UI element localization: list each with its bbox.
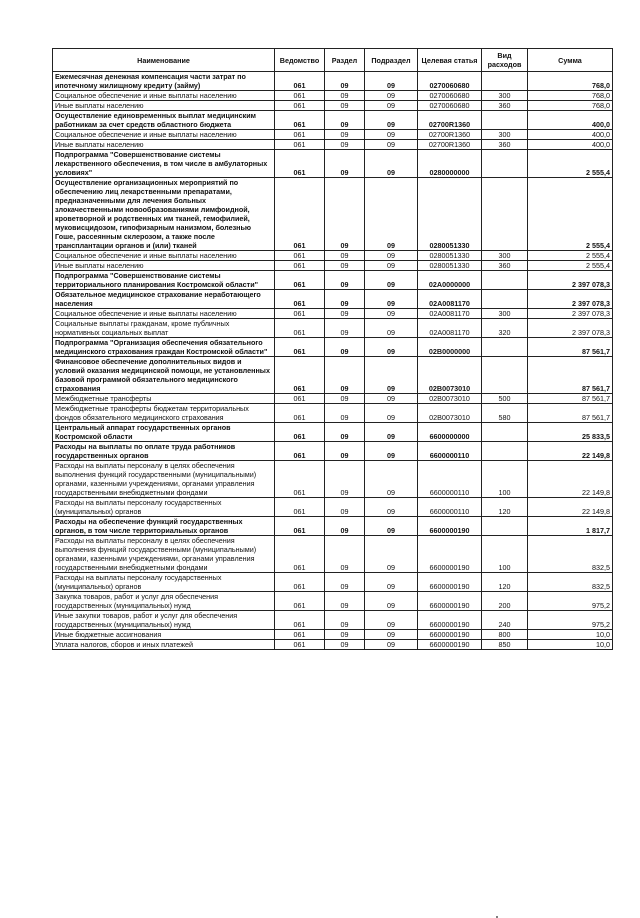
cell-razd: 09: [325, 423, 365, 442]
cell-sum: 400,0: [528, 130, 613, 140]
cell-cs: 6600000190: [418, 536, 482, 573]
cell-razd: 09: [325, 394, 365, 404]
cell-razd: 09: [325, 319, 365, 338]
cell-cs: 02А0081170: [418, 290, 482, 309]
cell-cs: 0270060680: [418, 91, 482, 101]
table-row: [53, 72, 613, 91]
cell-cs: 0270060680: [418, 72, 482, 91]
cell-podr: 09: [365, 404, 418, 423]
table-body: [53, 72, 613, 650]
cell-sum: 768,0: [528, 91, 613, 101]
cell-vr: 300: [482, 251, 528, 261]
cell-cs: 6600000190: [418, 640, 482, 650]
cell-vr: [482, 271, 528, 290]
cell-razd: 09: [325, 461, 365, 498]
cell-name: Социальное обеспечение и иные выплаты населению: [53, 130, 275, 140]
cell-vr: 100: [482, 536, 528, 573]
cell-sum: 87 561,7: [528, 357, 613, 394]
table-row: [53, 461, 613, 498]
cell-podr: 09: [365, 640, 418, 650]
cell-name: Иные бюджетные ассигнования: [53, 630, 275, 640]
cell-ved: 061: [275, 461, 325, 498]
cell-vr: 360: [482, 140, 528, 150]
cell-sum: 2 555,4: [528, 251, 613, 261]
cell-sum: 832,5: [528, 573, 613, 592]
cell-podr: 09: [365, 101, 418, 111]
header-summa: Сумма: [528, 49, 613, 72]
cell-razd: 09: [325, 111, 365, 130]
cell-podr: 09: [365, 91, 418, 101]
table-row: [53, 536, 613, 573]
cell-podr: 09: [365, 573, 418, 592]
cell-name: Межбюджетные трансферты: [53, 394, 275, 404]
cell-podr: 09: [365, 111, 418, 130]
cell-name: Расходы на выплаты персоналу в целях обеспечения выполнения функций государственными (муниципальными) органами, казенными учреждениями, органами управления государственными внебюджетными фондами: [53, 536, 275, 573]
table-row: [53, 271, 613, 290]
cell-vr: 240: [482, 611, 528, 630]
cell-cs: 02700R1360: [418, 111, 482, 130]
cell-name: Осуществление организационных мероприятий по обеспечению лиц лекарственными препаратами, предназначенными для лечения больных злокачественными новообразованиями лимфоидной, кроветворной и родственных им тканей, гемофилией, муковисцидозом, гипофизарным нанизмом, болезнью Гоше, рассеянным склерозом, а также после трансплантации органов и (или) тканей: [53, 178, 275, 251]
cell-razd: 09: [325, 101, 365, 111]
cell-ved: 061: [275, 91, 325, 101]
cell-cs: 0280051330: [418, 261, 482, 271]
cell-name: Подпрограмма "Организация обеспечения обязательного медицинского страхования граждан Костромской области": [53, 338, 275, 357]
cell-podr: 09: [365, 261, 418, 271]
cell-sum: 2 397 078,3: [528, 319, 613, 338]
cell-podr: 09: [365, 611, 418, 630]
table-row: [53, 357, 613, 394]
cell-cs: 02В0073010: [418, 404, 482, 423]
cell-razd: 09: [325, 640, 365, 650]
cell-name: Социальное обеспечение и иные выплаты населению: [53, 309, 275, 319]
cell-ved: 061: [275, 630, 325, 640]
cell-podr: 09: [365, 442, 418, 461]
cell-podr: 09: [365, 357, 418, 394]
cell-sum: 400,0: [528, 111, 613, 130]
budget-table: [52, 48, 613, 650]
cell-vr: 360: [482, 101, 528, 111]
cell-ved: 061: [275, 101, 325, 111]
cell-sum: 10,0: [528, 640, 613, 650]
cell-cs: 0270060680: [418, 101, 482, 111]
cell-podr: 09: [365, 319, 418, 338]
cell-podr: 09: [365, 536, 418, 573]
cell-razd: 09: [325, 72, 365, 91]
cell-cs: 6600000110: [418, 461, 482, 498]
cell-cs: 02В0000000: [418, 338, 482, 357]
cell-cs: 6600000190: [418, 573, 482, 592]
cell-vr: [482, 423, 528, 442]
cell-sum: 25 833,5: [528, 423, 613, 442]
cell-ved: 061: [275, 140, 325, 150]
cell-razd: 09: [325, 309, 365, 319]
cell-vr: [482, 178, 528, 251]
cell-podr: 09: [365, 251, 418, 261]
cell-sum: 2 397 078,3: [528, 309, 613, 319]
cell-cs: 0280000000: [418, 150, 482, 178]
cell-razd: 09: [325, 140, 365, 150]
cell-sum: 2 555,4: [528, 261, 613, 271]
cell-podr: 09: [365, 290, 418, 309]
cell-ved: 061: [275, 611, 325, 630]
table-row: [53, 309, 613, 319]
cell-razd: 09: [325, 261, 365, 271]
cell-cs: 0280051330: [418, 251, 482, 261]
cell-ved: 061: [275, 517, 325, 536]
cell-cs: 6600000190: [418, 630, 482, 640]
cell-ved: 061: [275, 290, 325, 309]
table-row: [53, 423, 613, 442]
table-row: [53, 517, 613, 536]
cell-podr: 09: [365, 271, 418, 290]
cell-vr: 200: [482, 592, 528, 611]
cell-razd: 09: [325, 357, 365, 394]
cell-ved: 061: [275, 536, 325, 573]
table-row: [53, 290, 613, 309]
cell-ved: 061: [275, 178, 325, 251]
table-row: [53, 178, 613, 251]
cell-vr: 100: [482, 461, 528, 498]
cell-name: Иные выплаты населению: [53, 101, 275, 111]
cell-podr: 09: [365, 517, 418, 536]
cell-vr: 320: [482, 319, 528, 338]
cell-podr: 09: [365, 592, 418, 611]
cell-name: Расходы на выплаты персоналу государственных (муниципальных) органов: [53, 498, 275, 517]
cell-razd: 09: [325, 130, 365, 140]
cell-name: Закупка товаров, работ и услуг для обеспечения государственных (муниципальных) нужд: [53, 592, 275, 611]
cell-ved: 061: [275, 261, 325, 271]
table-row: [53, 111, 613, 130]
cell-sum: 975,2: [528, 611, 613, 630]
cell-razd: 09: [325, 611, 365, 630]
cell-razd: 09: [325, 592, 365, 611]
cell-vr: 580: [482, 404, 528, 423]
cell-name: Ежемесячная денежная компенсация части затрат по ипотечному жилищному кредиту (займу): [53, 72, 275, 91]
cell-ved: 061: [275, 338, 325, 357]
cell-sum: 975,2: [528, 592, 613, 611]
cell-name: Межбюджетные трансферты бюджетам территориальных фондов обязательного медицинского страхования: [53, 404, 275, 423]
header-vedomstvo: Ведомство: [275, 49, 325, 72]
cell-sum: 87 561,7: [528, 404, 613, 423]
cell-razd: 09: [325, 91, 365, 101]
cell-name: Расходы на обеспечение функций государственных органов, в том числе территориальных органов: [53, 517, 275, 536]
cell-podr: 09: [365, 309, 418, 319]
cell-vr: 800: [482, 630, 528, 640]
cell-name: Расходы на выплаты персоналу в целях обеспечения выполнения функций государственными (муниципальными) органами, казенными учреждениями, органами управления государственными внебюджетными фондами: [53, 461, 275, 498]
cell-razd: 09: [325, 338, 365, 357]
cell-name: Иные выплаты населению: [53, 140, 275, 150]
cell-sum: 87 561,7: [528, 394, 613, 404]
cell-ved: 061: [275, 442, 325, 461]
cell-name: Социальное обеспечение и иные выплаты населению: [53, 91, 275, 101]
cell-ved: 061: [275, 72, 325, 91]
cell-name: Центральный аппарат государственных органов Костромской области: [53, 423, 275, 442]
cell-podr: 09: [365, 150, 418, 178]
cell-name: Расходы на выплаты персоналу государственных (муниципальных) органов: [53, 573, 275, 592]
cell-name: Подпрограмма "Совершенствование системы лекарственного обеспечения, в том числе в амбулаторных условиях": [53, 150, 275, 178]
header-celevaya-statya: Целевая статья: [418, 49, 482, 72]
cell-razd: 09: [325, 630, 365, 640]
cell-cs: 6600000000: [418, 423, 482, 442]
cell-razd: 09: [325, 271, 365, 290]
cell-ved: 061: [275, 150, 325, 178]
cell-cs: 6600000190: [418, 517, 482, 536]
cell-vr: [482, 442, 528, 461]
cell-sum: 400,0: [528, 140, 613, 150]
cell-podr: 09: [365, 630, 418, 640]
cell-name: Иные выплаты населению: [53, 261, 275, 271]
cell-vr: [482, 290, 528, 309]
cell-vr: [482, 150, 528, 178]
cell-name: Расходы на выплаты по оплате труда работников государственных органов: [53, 442, 275, 461]
cell-razd: 09: [325, 251, 365, 261]
cell-vr: [482, 72, 528, 91]
cell-vr: [482, 357, 528, 394]
table-row: [53, 442, 613, 461]
cell-ved: 061: [275, 111, 325, 130]
cell-sum: 2 555,4: [528, 178, 613, 251]
cell-name: Иные закупки товаров, работ и услуг для обеспечения государственных (муниципальных) нужд: [53, 611, 275, 630]
cell-razd: 09: [325, 442, 365, 461]
cell-podr: 09: [365, 178, 418, 251]
table-row: [53, 573, 613, 592]
cell-vr: 300: [482, 130, 528, 140]
cell-ved: 061: [275, 592, 325, 611]
cell-cs: 6600000190: [418, 611, 482, 630]
cell-podr: 09: [365, 72, 418, 91]
cell-ved: 061: [275, 271, 325, 290]
cell-ved: 061: [275, 319, 325, 338]
header-razdel: Раздел: [325, 49, 365, 72]
cell-podr: 09: [365, 130, 418, 140]
cell-ved: 061: [275, 423, 325, 442]
cell-cs: 6600000110: [418, 442, 482, 461]
cell-sum: 2 397 078,3: [528, 290, 613, 309]
cell-name: Обязательное медицинское страхование неработающего населения: [53, 290, 275, 309]
cell-vr: 120: [482, 573, 528, 592]
cell-podr: 09: [365, 394, 418, 404]
cell-cs: 02700R1360: [418, 140, 482, 150]
cell-name: Осуществление единовременных выплат медицинским работникам за счет средств областного бюджета: [53, 111, 275, 130]
cell-sum: 10,0: [528, 630, 613, 640]
cell-sum: 22 149,8: [528, 498, 613, 517]
table-row: [53, 630, 613, 640]
table-row: [53, 640, 613, 650]
cell-razd: 09: [325, 536, 365, 573]
cell-cs: 02В0073010: [418, 394, 482, 404]
table-row: [53, 130, 613, 140]
cell-razd: 09: [325, 404, 365, 423]
cell-name: Социальное обеспечение и иные выплаты населению: [53, 251, 275, 261]
table-row: [53, 498, 613, 517]
table-row: [53, 338, 613, 357]
document-page: [52, 48, 612, 650]
cell-razd: 09: [325, 290, 365, 309]
cell-cs: 02700R1360: [418, 130, 482, 140]
cell-vr: 500: [482, 394, 528, 404]
cell-vr: [482, 338, 528, 357]
table-row: [53, 140, 613, 150]
table-row: [53, 150, 613, 178]
table-row: [53, 91, 613, 101]
cell-vr: 300: [482, 91, 528, 101]
cell-ved: 061: [275, 498, 325, 517]
cell-cs: 6600000110: [418, 498, 482, 517]
cell-ved: 061: [275, 251, 325, 261]
cell-vr: 360: [482, 261, 528, 271]
cell-razd: 09: [325, 498, 365, 517]
cell-ved: 061: [275, 394, 325, 404]
cell-ved: 061: [275, 357, 325, 394]
cell-vr: 120: [482, 498, 528, 517]
cell-vr: 850: [482, 640, 528, 650]
table-header-row: [53, 49, 613, 72]
table-row: [53, 261, 613, 271]
cell-vr: 300: [482, 309, 528, 319]
cell-name: Подпрограмма "Совершенствование системы территориального планирования Костромской области": [53, 271, 275, 290]
cell-sum: 22 149,8: [528, 442, 613, 461]
cell-vr: [482, 111, 528, 130]
cell-cs: 02А0081170: [418, 309, 482, 319]
cell-cs: 02В0073010: [418, 357, 482, 394]
cell-name: Финансовое обеспечение дополнительных видов и условий оказания медицинской помощи, не установленных базовой программой обязательного медицинского страхования: [53, 357, 275, 394]
table-row: [53, 101, 613, 111]
cell-podr: 09: [365, 423, 418, 442]
table-row: [53, 404, 613, 423]
cell-razd: 09: [325, 573, 365, 592]
cell-sum: 832,5: [528, 536, 613, 573]
cell-ved: 061: [275, 309, 325, 319]
cell-ved: 061: [275, 404, 325, 423]
cell-name: Социальные выплаты гражданам, кроме публичных нормативных социальных выплат: [53, 319, 275, 338]
cell-razd: 09: [325, 517, 365, 536]
cell-podr: 09: [365, 140, 418, 150]
table-row: [53, 394, 613, 404]
cell-cs: 02А0081170: [418, 319, 482, 338]
header-name: Наименование: [53, 49, 275, 72]
cell-podr: 09: [365, 461, 418, 498]
cell-razd: 09: [325, 178, 365, 251]
cell-ved: 061: [275, 130, 325, 140]
cell-ved: 061: [275, 640, 325, 650]
table-row: [53, 251, 613, 261]
cell-cs: 6600000190: [418, 592, 482, 611]
table-row: [53, 319, 613, 338]
cell-podr: 09: [365, 498, 418, 517]
cell-sum: 1 817,7: [528, 517, 613, 536]
cell-sum: 768,0: [528, 101, 613, 111]
table-row: [53, 611, 613, 630]
cell-sum: 87 561,7: [528, 338, 613, 357]
cell-podr: 09: [365, 338, 418, 357]
cell-sum: 2 397 078,3: [528, 271, 613, 290]
cell-vr: [482, 517, 528, 536]
cell-sum: 2 555,4: [528, 150, 613, 178]
cell-sum: 22 149,8: [528, 461, 613, 498]
header-podrazdel: Подраздел: [365, 49, 418, 72]
cell-cs: 02А0000000: [418, 271, 482, 290]
cell-cs: 0280051330: [418, 178, 482, 251]
cell-razd: 09: [325, 150, 365, 178]
cell-name: Уплата налогов, сборов и иных платежей: [53, 640, 275, 650]
cell-ved: 061: [275, 573, 325, 592]
table-row: [53, 592, 613, 611]
cell-sum: 768,0: [528, 72, 613, 91]
header-vid-rashodov: Вид расходов: [482, 49, 528, 72]
